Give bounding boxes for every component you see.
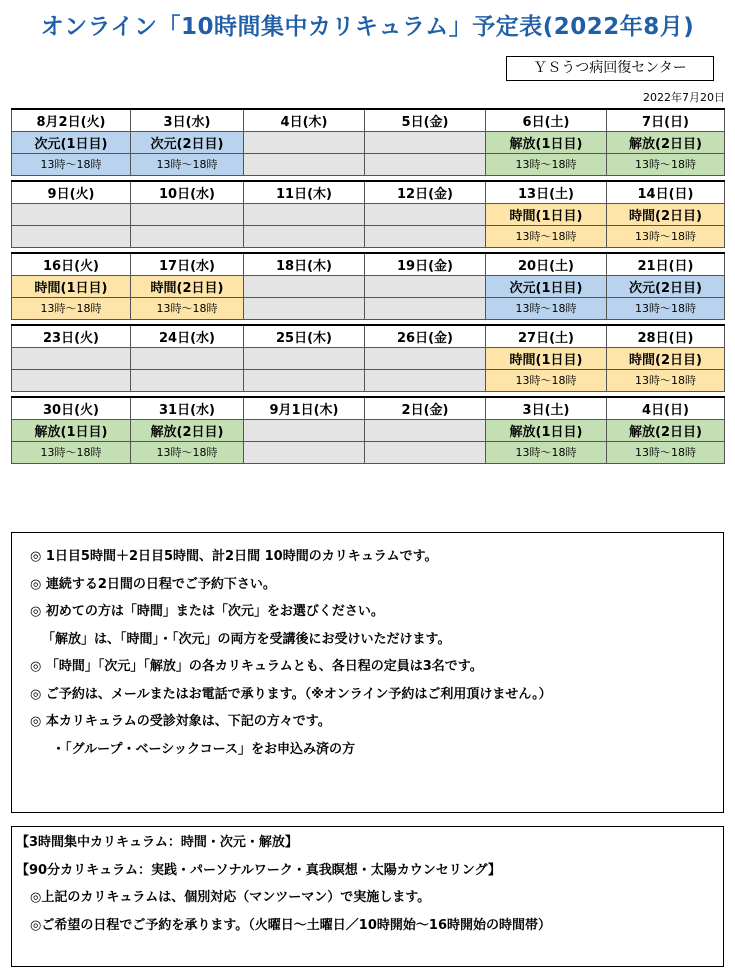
info-line: 【90分カリキュラム：実践・パーソナルワーク・真我瞑想・太陽カウンセリング】 — [16, 862, 501, 878]
program-cell: 時間(2日目) — [607, 203, 725, 225]
week-times-row — [12, 153, 725, 175]
day-header-cell: 17日(水) — [131, 253, 244, 275]
note-line: ◎ 「時間」「次元」「解放」の各カリキュラムとも、各日程の定員は3名です。 — [30, 659, 483, 674]
week-programs-row — [12, 419, 725, 441]
time-cell — [131, 369, 244, 391]
program-cell — [244, 203, 365, 225]
program-cell: 解放(2日目) — [607, 131, 725, 153]
day-header-cell: 12日(金) — [365, 181, 486, 203]
day-header-cell: 21日(日) — [607, 253, 725, 275]
day-header-cell: 27日(土) — [486, 325, 607, 347]
time-cell: 13時～18時 — [486, 297, 607, 319]
time-cell — [12, 225, 131, 247]
program-cell — [365, 419, 486, 441]
time-cell: 13時～18時 — [131, 441, 244, 463]
time-cell: 13時～18時 — [607, 153, 725, 175]
program-cell — [244, 275, 365, 297]
program-cell: 解放(2日目) — [607, 419, 725, 441]
program-cell: 次元(2日目) — [131, 131, 244, 153]
organization-name: ＹＳうつ病回復センター — [506, 56, 714, 81]
info-line: ◎ご希望の日程でご予約を承ります。（火曜日～土曜日／10時開始～16時開始の時間帯） — [30, 917, 551, 933]
week-days-row — [12, 253, 725, 275]
curriculum-info-box — [11, 826, 724, 967]
week-times-row — [12, 297, 725, 319]
notes-box — [11, 532, 724, 813]
program-cell: 時間(1日目) — [12, 275, 131, 297]
day-header-cell: 9日(火) — [12, 181, 131, 203]
week-times-row — [12, 225, 725, 247]
time-cell: 13時～18時 — [607, 297, 725, 319]
time-cell — [244, 153, 365, 175]
time-cell: 13時～18時 — [486, 441, 607, 463]
note-line: ◎ 連続する2日間の日程でご予約下さい。 — [30, 576, 276, 592]
time-cell: 13時～18時 — [12, 297, 131, 319]
day-header-cell: 11日(木) — [244, 181, 365, 203]
time-cell — [365, 153, 486, 175]
program-cell — [12, 347, 131, 369]
day-header-cell: 8月2日(火) — [12, 109, 131, 131]
time-cell: 13時～18時 — [607, 369, 725, 391]
day-header-cell: 16日(火) — [12, 253, 131, 275]
day-header-cell: 4日(木) — [244, 109, 365, 131]
program-cell — [365, 203, 486, 225]
day-header-cell: 7日(日) — [607, 109, 725, 131]
program-cell: 解放(1日目) — [486, 131, 607, 153]
week-days-row — [12, 325, 725, 347]
day-header-cell: 23日(火) — [12, 325, 131, 347]
day-header-cell: 10日(水) — [131, 181, 244, 203]
program-cell: 次元(1日目) — [12, 131, 131, 153]
time-cell: 13時～18時 — [12, 441, 131, 463]
time-cell — [365, 369, 486, 391]
note-line: ◎ 本カリキュラムの受診対象は、下記の方々です。 — [30, 714, 331, 729]
program-cell: 次元(1日目) — [486, 275, 607, 297]
note-line: 「解放」は、「時間」・「次元」の両方を受講後にお受けいただけます。 — [42, 631, 451, 647]
day-header-cell: 3日(土) — [486, 397, 607, 419]
week-programs-row — [12, 275, 725, 297]
program-cell: 次元(2日目) — [607, 275, 725, 297]
time-cell: 13時～18時 — [607, 225, 725, 247]
time-cell: 13時～18時 — [131, 297, 244, 319]
program-cell — [244, 131, 365, 153]
program-cell — [131, 203, 244, 225]
schedule-table — [11, 108, 725, 464]
program-cell — [131, 347, 244, 369]
day-header-cell: 14日(日) — [607, 181, 725, 203]
program-cell — [12, 203, 131, 225]
note-line: ◎ 1日目5時間＋2日目5時間、計2日間 10時間のカリキュラムです。 — [30, 549, 438, 564]
day-header-cell: 31日(水) — [131, 397, 244, 419]
time-cell — [12, 369, 131, 391]
info-line: ◎上記のカリキュラムは、個別対応（マンツーマン）で実施します。 — [30, 890, 431, 905]
week-programs-row — [12, 131, 725, 153]
time-cell — [244, 441, 365, 463]
program-cell: 時間(2日目) — [607, 347, 725, 369]
program-cell: 解放(1日目) — [12, 419, 131, 441]
time-cell: 13時～18時 — [486, 369, 607, 391]
time-cell: 13時～18時 — [486, 225, 607, 247]
time-cell: 13時～18時 — [131, 153, 244, 175]
day-header-cell: 20日(土) — [486, 253, 607, 275]
day-header-cell: 28日(日) — [607, 325, 725, 347]
time-cell — [244, 369, 365, 391]
week-days-row — [12, 397, 725, 419]
week-days-row — [12, 181, 725, 203]
day-header-cell: 25日(木) — [244, 325, 365, 347]
time-cell — [244, 297, 365, 319]
time-cell: 13時～18時 — [12, 153, 131, 175]
time-cell: 13時～18時 — [486, 153, 607, 175]
day-header-cell: 9月1日(木) — [244, 397, 365, 419]
page-title: オンライン「10時間集中カリキュラム」予定表(2022年8月) — [40, 14, 695, 40]
time-cell — [365, 297, 486, 319]
program-cell: 解放(2日目) — [131, 419, 244, 441]
program-cell — [244, 419, 365, 441]
day-header-cell: 26日(金) — [365, 325, 486, 347]
day-header-cell: 2日(金) — [365, 397, 486, 419]
program-cell — [365, 131, 486, 153]
program-cell — [244, 347, 365, 369]
note-line: ・「グループ・ベーシックコース」をお申込み済の方 — [52, 741, 356, 757]
day-header-cell: 24日(水) — [131, 325, 244, 347]
week-days-row — [12, 109, 725, 131]
program-cell: 時間(1日目) — [486, 347, 607, 369]
day-header-cell: 6日(土) — [486, 109, 607, 131]
week-programs-row — [12, 203, 725, 225]
time-cell: 13時～18時 — [607, 441, 725, 463]
note-line: ◎ ご予約は、メールまたはお電話で承ります。（※オンライン予約はご利用頂けません。） — [30, 686, 552, 702]
info-line: 【3時間集中カリキュラム：時間・次元・解放】 — [16, 835, 298, 850]
program-cell — [365, 275, 486, 297]
week-programs-row — [12, 347, 725, 369]
program-cell: 時間(2日目) — [131, 275, 244, 297]
program-cell: 時間(1日目) — [486, 203, 607, 225]
day-header-cell: 5日(金) — [365, 109, 486, 131]
day-header-cell: 19日(金) — [365, 253, 486, 275]
time-cell — [131, 225, 244, 247]
note-line: ◎ 初めての方は「時間」または「次元」をお選びください。 — [30, 604, 384, 619]
program-cell — [365, 347, 486, 369]
time-cell — [365, 225, 486, 247]
issue-date: 2022年7月20日 — [643, 91, 725, 104]
day-header-cell: 30日(火) — [12, 397, 131, 419]
day-header-cell: 18日(木) — [244, 253, 365, 275]
day-header-cell: 13日(土) — [486, 181, 607, 203]
week-times-row — [12, 369, 725, 391]
day-header-cell: 3日(水) — [131, 109, 244, 131]
week-times-row — [12, 441, 725, 463]
day-header-cell: 4日(日) — [607, 397, 725, 419]
program-cell: 解放(1日目) — [486, 419, 607, 441]
time-cell — [365, 441, 486, 463]
time-cell — [244, 225, 365, 247]
